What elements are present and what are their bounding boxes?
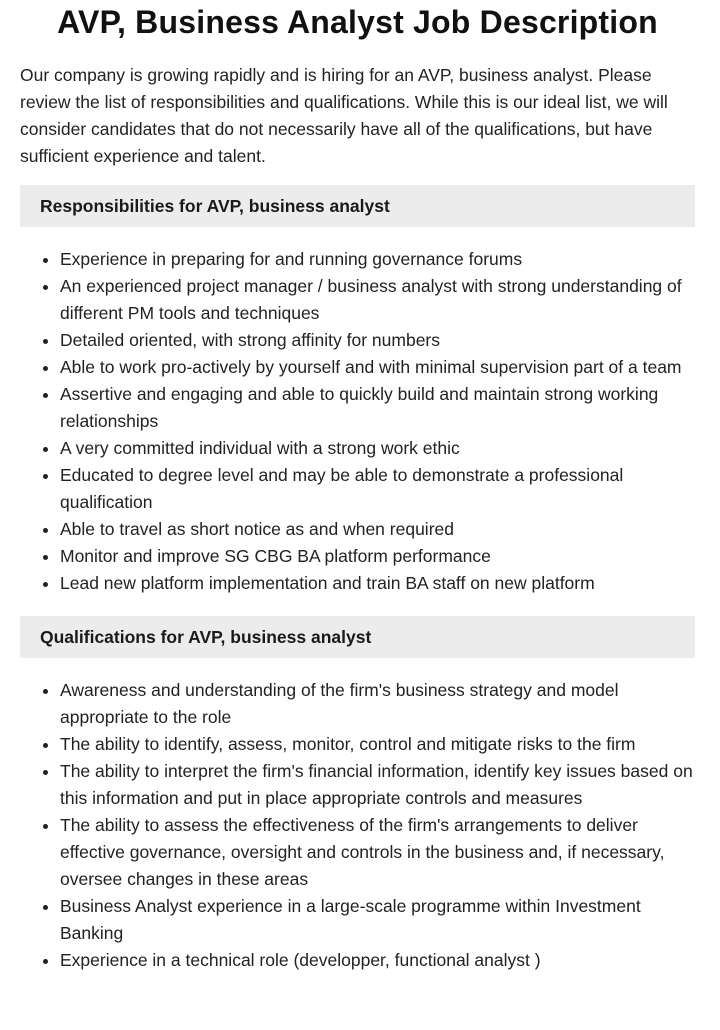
intro-paragraph: Our company is growing rapidly and is hiring for an AVP, business analyst. Please review the list of responsibilities and qualifications. While this is our ideal list, we will consider candidates that do not necessarily have all of the qualifications, but have sufficient experience and talent.: [20, 65, 668, 166]
list-item: • The ability to assess the effectiveness of the firm's arrangements to deliver effective governance, oversight and controls in the business and, if necessary, oversee changes in these areas: [60, 812, 695, 893]
list-item: • Detailed oriented, with strong affinity for numbers: [60, 327, 695, 354]
qualifications-heading: Qualifications for AVP, business analyst: [20, 616, 695, 658]
list-item: • Able to work pro-actively by yourself and with minimal supervision part of a team: [60, 354, 695, 381]
list-item: • Experience in a technical role (developper, functional analyst ): [60, 947, 695, 974]
job-description-page: [20, 0, 695, 974]
list-item: • Business Analyst experience in a large-scale programme within Investment Banking: [60, 893, 695, 947]
list-item: • The ability to identify, assess, monitor, control and mitigate risks to the firm: [60, 731, 695, 758]
list-item: • Awareness and understanding of the firm's business strategy and model appropriate to the role: [60, 677, 695, 731]
list-item: • Assertive and engaging and able to quickly build and maintain strong working relationships: [60, 381, 695, 435]
responsibilities-list: [20, 246, 695, 597]
list-item: • A very committed individual with a strong work ethic: [60, 435, 695, 462]
list-item: • Monitor and improve SG CBG BA platform performance: [60, 543, 695, 570]
page-title: AVP, Business Analyst Job Description: [57, 4, 658, 40]
list-item: • Experience in preparing for and running governance forums: [60, 246, 695, 273]
list-item: • The ability to interpret the firm's financial information, identify key issues based on this information and put in place appropriate controls and measures: [60, 758, 695, 812]
list-item: • An experienced project manager / business analyst with strong understanding of different PM tools and techniques: [60, 273, 695, 327]
qualifications-list: [20, 677, 695, 974]
list-item: • Educated to degree level and may be able to demonstrate a professional qualification: [60, 462, 695, 516]
list-item: • Able to travel as short notice as and when required: [60, 516, 695, 543]
responsibilities-heading: Responsibilities for AVP, business analyst: [20, 185, 695, 227]
list-item: • Lead new platform implementation and train BA staff on new platform: [60, 570, 695, 597]
